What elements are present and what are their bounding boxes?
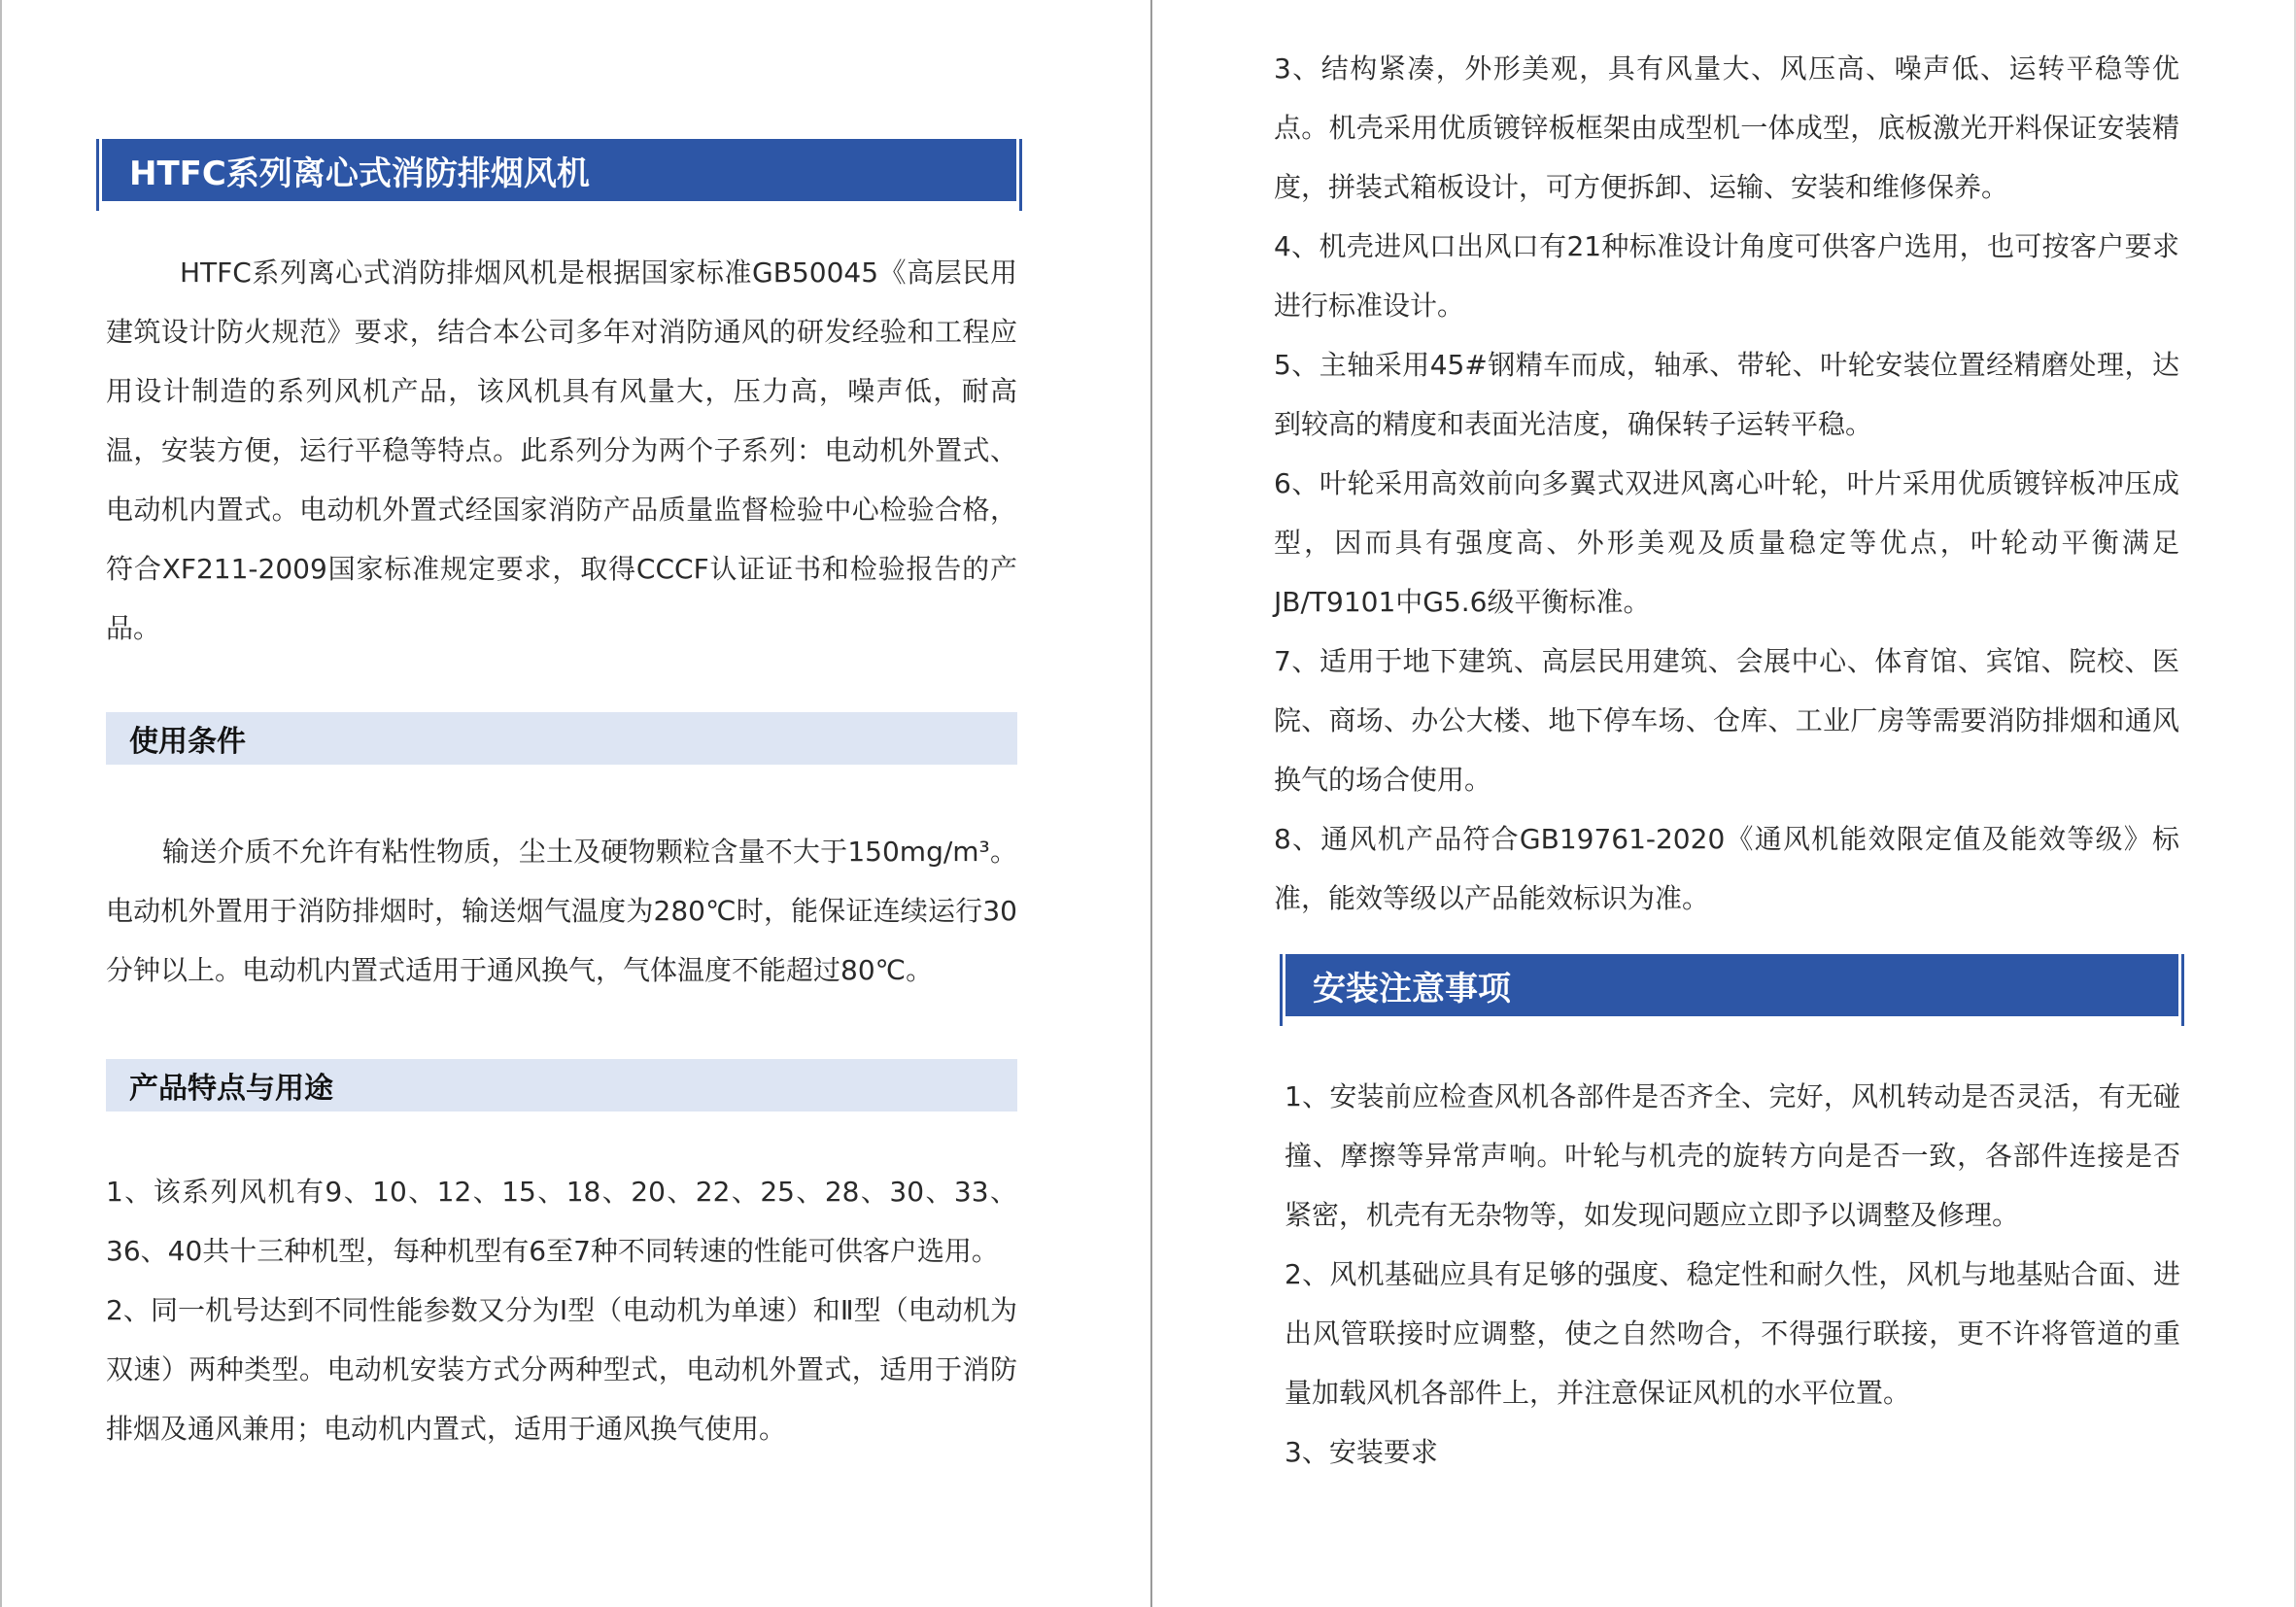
feature-item: 6、叶轮采用高效前向多翼式双进风离心叶轮，叶片采用优质镀锌板冲压成型，因而具有强度高、外形美观及质量稳定等优点，叶轮动平衡满足JB/T9101中G5.6级平衡标准。 xyxy=(1274,467,2179,618)
conditions-heading: 使用条件 xyxy=(106,712,1017,765)
feature-item: 1、该系列风机有9、10、12、15、18、20、22、25、28、30、33、36、40共十三种机型，每种机型有6至7种不同转速的性能可供客户选用。 xyxy=(106,1176,1017,1267)
feature-item: 5、主轴采用45#钢精车而成，轴承、带轮、叶轮安装位置经精磨处理，达到较高的精度和表面光洁度，确保转子运转平稳。 xyxy=(1274,349,2179,440)
install-heading-banner: 安装注意事项 xyxy=(1285,954,2178,1016)
install-list xyxy=(1285,1067,2180,1482)
features-heading: 产品特点与用途 xyxy=(106,1059,1017,1111)
install-item: 1、安装前应检查风机各部件是否齐全、完好，风机转动是否灵活，有无碰撞、摩擦等异常声响。叶轮与机壳的旋转方向是否一致，各部件连接是否紧密，机壳有无杂物等，如发现问题应立即予以调整及修理。 xyxy=(1285,1080,2180,1231)
features-list xyxy=(106,1162,1017,1458)
product-title-banner: HTFC系列离心式消防排烟风机 xyxy=(102,139,1016,201)
conditions-paragraph: 输送介质不允许有粘性物质，尘土及硬物颗粒含量不大于150mg/m³。电动机外置用于消防排烟时，输送烟气温度为280℃时，能保证连续运行30分钟以上。电动机内置式适用于通风换气，气体温度不能超过80℃。 xyxy=(106,836,1017,986)
install-item: 2、风机基础应具有足够的强度、稳定性和耐久性，风机与地基贴合面、进出风管联接时应调整，使之自然吻合，不得强行联接，更不许将管道的重量加载风机各部件上，并注意保证风机的水平位置。 xyxy=(1285,1258,2180,1409)
feature-item: 8、通风机产品符合GB19761-2020《通风机能效限定值及能效等级》标准，能效等级以产品能效标识为准。 xyxy=(1274,823,2179,914)
feature-item: 7、适用于地下建筑、高层民用建筑、会展中心、体育馆、宾馆、院校、医院、商场、办公大楼、地下停车场、仓库、工业厂房等需要消防排烟和通风换气的场合使用。 xyxy=(1274,645,2179,796)
feature-item: 4、机壳进风口出风口有21种标准设计角度可供客户选用，也可按客户要求进行标准设计。 xyxy=(1274,230,2179,322)
feature-item: 3、结构紧凑，外形美观，具有风量大、风压高、噪声低、运转平稳等优点。机壳采用优质镀锌板框架由成型机一体成型，底板激光开料保证安装精度，拼装式箱板设计，可方便拆卸、运输、安装和维修保养。 xyxy=(1274,52,2179,203)
feature-item: 2、同一机号达到不同性能参数又分为Ⅰ型（电动机为单速）和Ⅱ型（电动机为双速）两种类型。电动机安装方式分两种型式，电动机外置式，适用于消防排烟及通风兼用；电动机内置式，适用于通风换气使用。 xyxy=(106,1294,1017,1445)
right-page xyxy=(1150,0,2296,1607)
intro-paragraph: HTFC系列离心式消防排烟风机是根据国家标准GB50045《高层民用建筑设计防火规范》要求，结合本公司多年对消防通风的研发经验和工程应用设计制造的系列风机产品，该风机具有风量大，压力高，噪声低，耐高温，安装方便，运行平稳等特点。此系列分为两个子系列：电动机外置式、电动机内置式。电动机外置式经国家消防产品质量监督检验中心检验合格，符合XF211-2009国家标准规定要求，取得CCCF认证证书和检验报告的产品。 xyxy=(106,256,1017,644)
install-item: 3、安装要求 xyxy=(1285,1436,1438,1468)
features-continued-list xyxy=(1274,39,2179,928)
